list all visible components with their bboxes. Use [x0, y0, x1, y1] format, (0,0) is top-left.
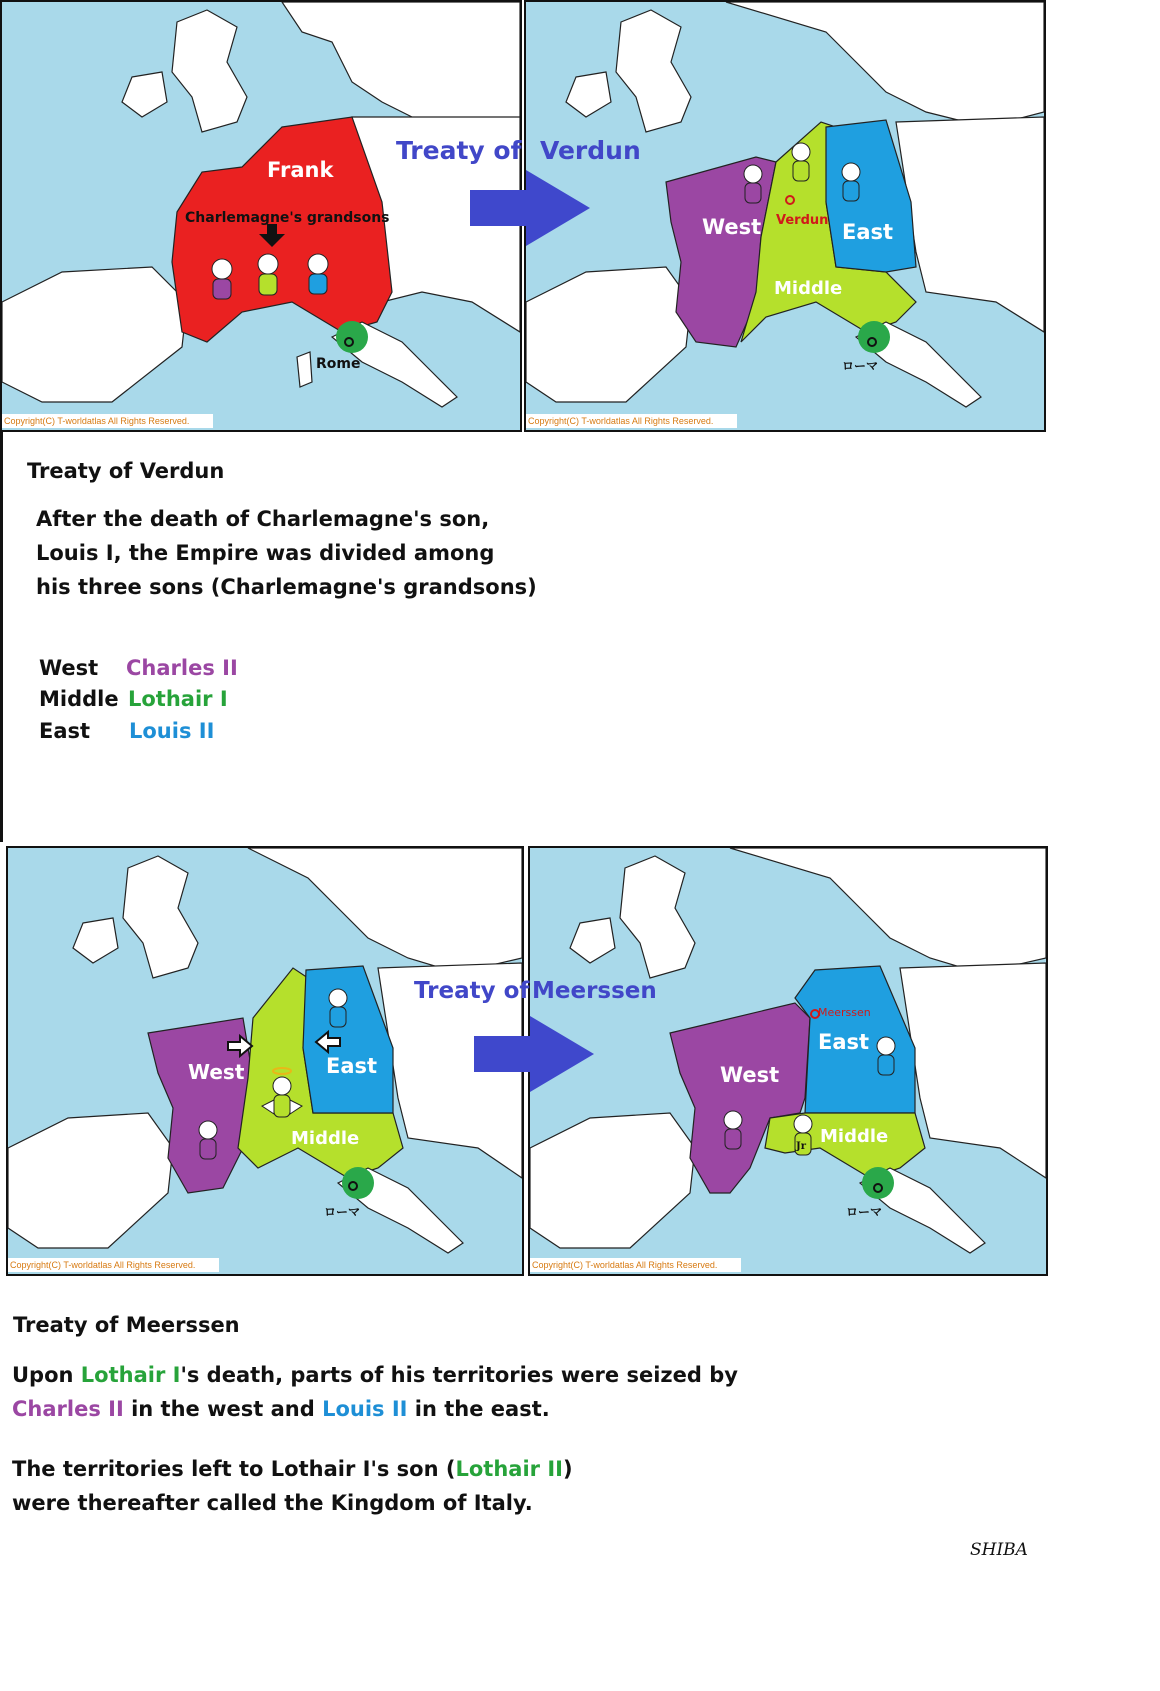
text: The territories left to Lothair I's son ( — [12, 1457, 456, 1481]
copyright-notice: Copyright(C) T-worldatlas All Rights Reserved. — [8, 1258, 219, 1272]
king-west-icon — [724, 1111, 742, 1149]
treaty-arrow-icon — [468, 168, 598, 248]
meerssen-line-4: were thereafter called the Kingdom of Italy. — [12, 1491, 533, 1515]
ruler-name: Charles II — [126, 656, 238, 680]
region-label-west: West — [702, 215, 762, 239]
region-label-middle: Middle — [774, 278, 843, 299]
region-label-west: West — [188, 1060, 245, 1084]
king-middle-icon — [792, 143, 810, 181]
map-treaty-of-verdun — [524, 0, 1046, 432]
name-lothair-i: Lothair I — [80, 1363, 181, 1387]
ruler-middle — [39, 687, 228, 711]
region-label-middle: Middle — [291, 1128, 360, 1149]
meerssen-line-3 — [12, 1452, 573, 1486]
map-meerssen-svg — [530, 848, 1046, 1274]
text: 's death, parts of his territories were seized by — [180, 1363, 738, 1387]
verdun-paragraph — [36, 502, 537, 604]
king-east-icon — [842, 163, 860, 201]
ruler-region: West — [39, 656, 99, 680]
ruler-west — [39, 656, 238, 680]
copyright-notice: Copyright(C) T-worldatlas All Rights Reserved. — [2, 414, 213, 428]
ruler-name: Louis II — [129, 719, 215, 743]
verdun-heading: Treaty of Verdun — [27, 459, 225, 483]
meerssen-line-1 — [12, 1358, 738, 1392]
ruler-region: Middle — [39, 687, 119, 711]
king-east-icon — [877, 1037, 895, 1075]
grandson-figure-green-icon — [258, 254, 278, 295]
region-label-east: East — [326, 1054, 378, 1078]
verdun-line-1: After the death of Charlemagne's son, — [36, 507, 490, 531]
copyright-notice: Copyright(C) T-worldatlas All Rights Reserved. — [530, 1258, 741, 1272]
text: in the east. — [407, 1397, 550, 1421]
treaty-arrow-icon — [472, 1014, 602, 1094]
treaty-title-verdun-left: Treaty of — [396, 136, 522, 165]
name-lothair-ii: Lothair II — [455, 1457, 563, 1481]
verdun-line-3: his three sons (Charlemagne's grandsons) — [36, 575, 537, 599]
text: ) — [562, 1457, 573, 1481]
map-before-meerssen-svg — [8, 848, 522, 1274]
verdun-line-2: Louis I, the Empire was divided among — [36, 541, 495, 565]
region-label-east: East — [842, 220, 894, 244]
annotation-roma: ローマ — [846, 1205, 883, 1219]
name-louis-ii: Louis II — [322, 1397, 408, 1421]
king-west-icon — [744, 165, 762, 203]
annotation-jr: Jr — [796, 1141, 806, 1152]
annotation-roma: ローマ — [842, 359, 879, 373]
signature: SHIBA — [970, 1540, 1028, 1560]
meerssen-heading: Treaty of Meerssen — [13, 1313, 240, 1337]
king-east-icon — [329, 989, 347, 1027]
annotation-rome: Rome — [316, 356, 361, 372]
region-label-middle: Middle — [820, 1126, 889, 1147]
treaty-title-meerssen-left: Treaty of — [414, 978, 530, 1004]
meerssen-paragraph-1 — [12, 1358, 738, 1426]
map-before-meerssen — [6, 846, 524, 1276]
left-border-line — [0, 432, 3, 842]
meerssen-paragraph-2 — [12, 1452, 573, 1520]
region-label-east: East — [818, 1030, 870, 1054]
ruler-east — [39, 719, 214, 743]
ruler-region: East — [39, 719, 91, 743]
annotation-meerssen: Meerssen — [818, 1006, 871, 1019]
ruler-name: Lothair I — [128, 687, 228, 711]
copyright-notice: Copyright(C) T-worldatlas All Rights Reserved. — [526, 414, 737, 428]
name-charles-ii: Charles II — [12, 1397, 124, 1421]
annotation-verdun: Verdun — [776, 213, 829, 228]
meerssen-line-2 — [12, 1392, 738, 1426]
text: in the west and — [123, 1397, 323, 1421]
map-frank-empire — [0, 0, 522, 432]
map-treaty-of-meerssen — [528, 846, 1048, 1276]
annotation-roma: ローマ — [324, 1205, 361, 1219]
king-west-icon — [199, 1121, 217, 1159]
text: Upon — [12, 1363, 81, 1387]
region-label-west: West — [720, 1063, 780, 1087]
annotation-grandsons: Charlemagne's grandsons — [185, 210, 390, 226]
region-label-frank: Frank — [267, 158, 334, 182]
treaty-title-meerssen-right: Meerssen — [532, 978, 657, 1004]
treaty-title-verdun-right: Verdun — [540, 136, 641, 165]
